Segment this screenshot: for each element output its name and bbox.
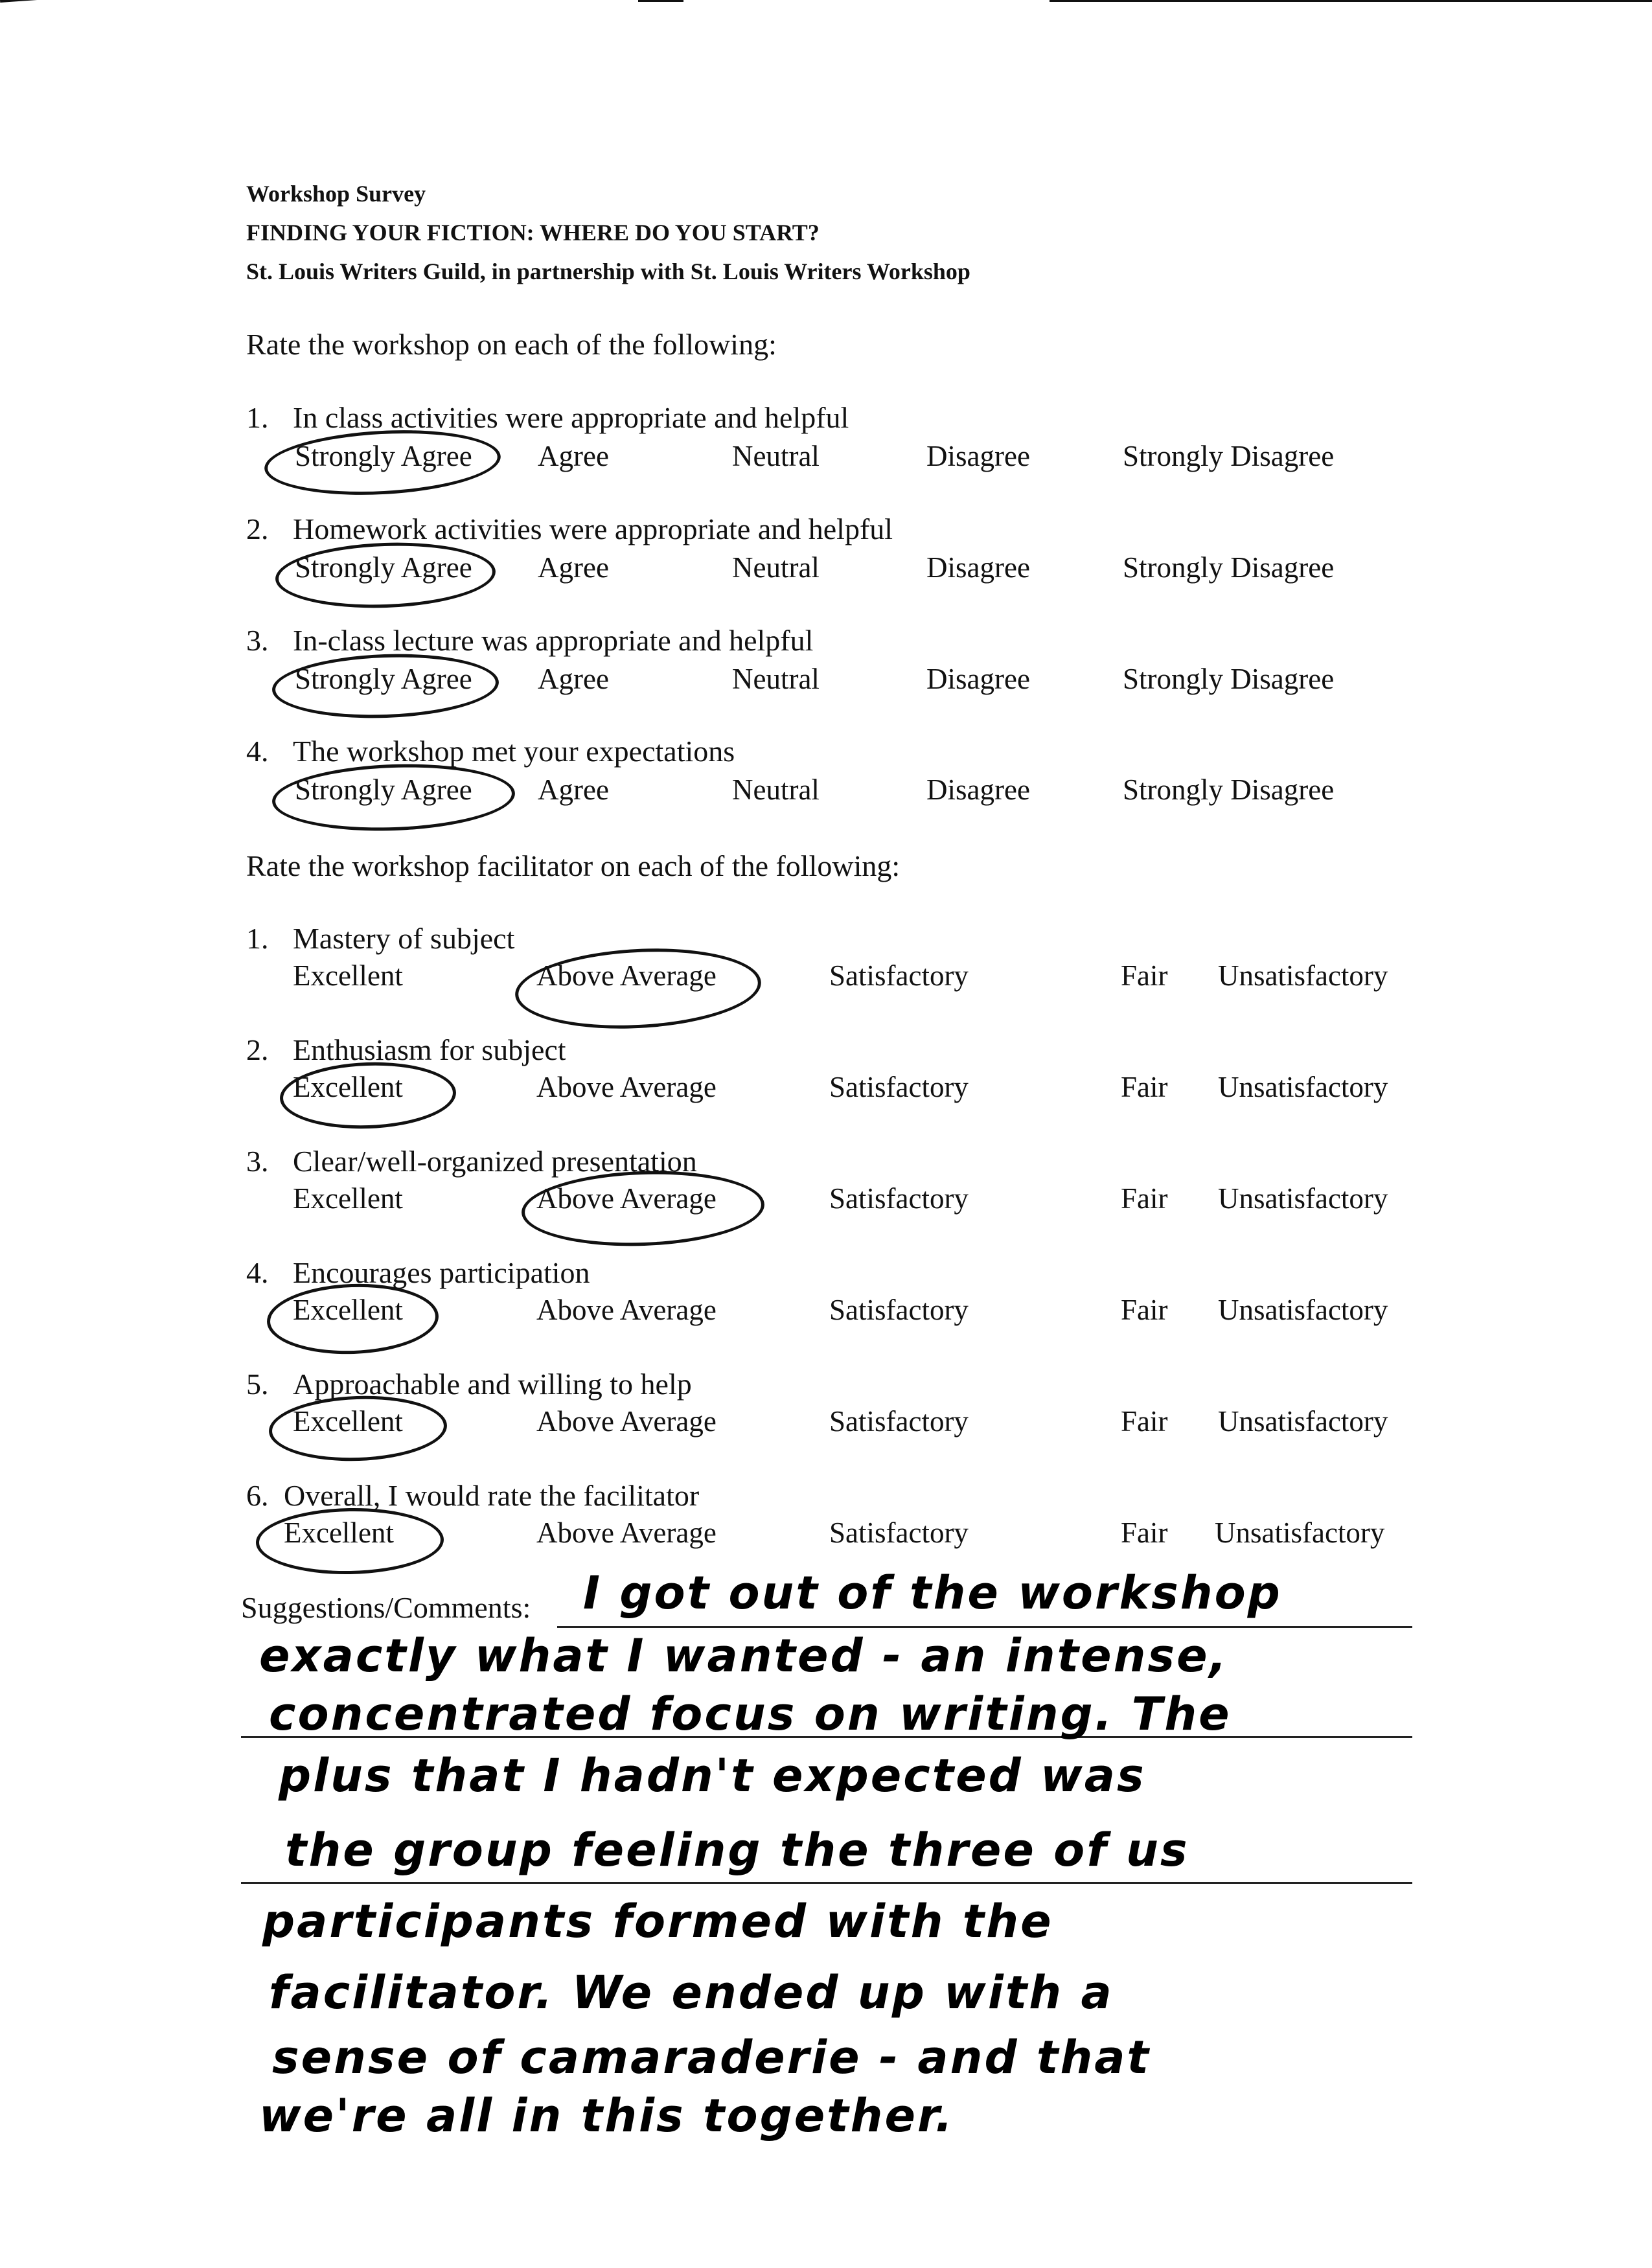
workshop-q4-text: The workshop met your expectations [293,735,735,768]
comment-handwriting-line-9: we're all in this together. [259,2089,955,2142]
facilitator-q3-option-unsatisfactory[interactable]: Unsatisfactory [1218,1182,1388,1215]
workshop-q3-option-strongly-agree[interactable]: Strongly Agree [295,663,472,695]
facilitator-q2-option-satisfactory[interactable]: Satisfactory [829,1071,969,1103]
comment-handwriting-line-8: sense of camaraderie - and that [272,2031,1151,2084]
facilitator-q2-option-unsatisfactory[interactable]: Unsatisfactory [1218,1071,1388,1103]
facilitator-q6-option-fair[interactable]: Fair [1121,1517,1168,1549]
workshop-q4-option-strongly-agree[interactable]: Strongly Agree [295,773,472,806]
comment-handwriting-line-4: plus that I hadn't expected was [279,1749,1146,1802]
workshop-q1-option-strongly-disagree[interactable]: Strongly Disagree [1123,440,1335,472]
facilitator-q1-option-unsatisfactory[interactable]: Unsatisfactory [1218,959,1388,992]
workshop-q3-text: In-class lecture was appropriate and helpful [293,624,814,657]
scan-top-dash [638,0,683,2]
facilitator-q2-number: 2. [246,1033,269,1066]
facilitator-q5-option-above-average[interactable]: Above Average [536,1405,717,1438]
workshop-q2-number: 2. [246,512,269,545]
workshop-q1-option-disagree[interactable]: Disagree [926,440,1030,472]
workshop-q4-option-strongly-disagree[interactable]: Strongly Disagree [1123,773,1335,806]
comments-label: Suggestions/Comments: [241,1591,531,1624]
comment-handwriting-line-2: exactly what I wanted - an intense, [259,1629,1229,1682]
facilitator-q2-text: Enthusiasm for subject [293,1033,566,1066]
facilitator-q6-option-unsatisfactory[interactable]: Unsatisfactory [1215,1517,1385,1549]
scan-top-line [1050,0,1652,2]
workshop-q1-text: In class activities were appropriate and helpful [293,401,849,434]
comment-handwriting-line-1: I got out of the workshop [583,1566,1282,1620]
workshop-q4-option-agree[interactable]: Agree [538,773,609,806]
organizer-line: St. Louis Writers Guild, in partnership with St. Louis Writers Workshop [246,258,970,284]
workshop-q1-option-strongly-agree[interactable]: Strongly Agree [295,440,472,472]
facilitator-q4-text: Encourages participation [293,1256,590,1289]
workshop-q1-number: 1. [246,401,269,434]
facilitator-q1-option-above-average[interactable]: Above Average [536,959,717,992]
workshop-q3-number: 3. [246,624,269,657]
workshop-q3-option-disagree[interactable]: Disagree [926,663,1030,695]
workshop-title: FINDING YOUR FICTION: WHERE DO YOU START? [246,220,820,246]
comment-handwriting-line-6: participants formed with the [262,1895,1053,1948]
facilitator-q3-option-excellent[interactable]: Excellent [293,1182,403,1215]
workshop-q1-option-neutral[interactable]: Neutral [732,440,820,472]
facilitator-q2-option-above-average[interactable]: Above Average [536,1071,717,1103]
facilitator-q4-option-satisfactory[interactable]: Satisfactory [829,1294,969,1326]
facilitator-q3-number: 3. [246,1145,269,1178]
facilitator-q6-number: 6. [246,1479,269,1512]
facilitator-q2-option-excellent[interactable]: Excellent [293,1071,403,1103]
facilitator-q3-option-satisfactory[interactable]: Satisfactory [829,1182,969,1215]
facilitator-q3-option-above-average[interactable]: Above Average [536,1182,717,1215]
facilitator-q4-option-fair[interactable]: Fair [1121,1294,1168,1326]
comment-handwriting-line-7: facilitator. We ended up with a [269,1966,1114,2019]
facilitator-q3-text: Clear/well-organized presentation [293,1145,697,1178]
facilitator-q4-option-above-average[interactable]: Above Average [536,1294,717,1326]
scan-corner-mark [0,0,65,3]
workshop-q2-option-strongly-disagree[interactable]: Strongly Disagree [1123,551,1335,584]
workshop-q4-option-neutral[interactable]: Neutral [732,773,820,806]
workshop-q2-option-agree[interactable]: Agree [538,551,609,584]
facilitator-q5-text: Approachable and willing to help [293,1368,692,1401]
facilitator-q6-text: Overall, I would rate the facilitator [284,1479,700,1512]
comment-handwriting-line-3: concentrated focus on writing. The [269,1688,1232,1741]
workshop-q3-option-agree[interactable]: Agree [538,663,609,695]
facilitator-q5-option-fair[interactable]: Fair [1121,1405,1168,1438]
workshop-q4-option-disagree[interactable]: Disagree [926,773,1030,806]
workshop-q4-number: 4. [246,735,269,768]
facilitator-q1-number: 1. [246,922,269,955]
workshop-q3-option-neutral[interactable]: Neutral [732,663,820,695]
facilitator-q4-option-excellent[interactable]: Excellent [293,1294,403,1326]
facilitator-q4-option-unsatisfactory[interactable]: Unsatisfactory [1218,1294,1388,1326]
facilitator-q5-option-unsatisfactory[interactable]: Unsatisfactory [1218,1405,1388,1438]
facilitator-q3-option-fair[interactable]: Fair [1121,1182,1168,1215]
facilitator-q1-option-fair[interactable]: Fair [1121,959,1168,992]
workshop-q2-option-strongly-agree[interactable]: Strongly Agree [295,551,472,584]
workshop-q1-option-agree[interactable]: Agree [538,440,609,472]
facilitator-q5-option-excellent[interactable]: Excellent [293,1405,403,1438]
comment-handwriting-line-5: the group feeling the three of us [285,1824,1189,1877]
facilitator-section-intro: Rate the workshop facilitator on each of the following: [246,849,901,882]
workshop-q2-text: Homework activities were appropriate and helpful [293,512,893,545]
facilitator-q5-number: 5. [246,1368,269,1401]
workshop-q2-option-neutral[interactable]: Neutral [732,551,820,584]
facilitator-q6-option-satisfactory[interactable]: Satisfactory [829,1517,969,1549]
facilitator-q1-text: Mastery of subject [293,922,515,955]
facilitator-q1-option-satisfactory[interactable]: Satisfactory [829,959,969,992]
facilitator-q5-option-satisfactory[interactable]: Satisfactory [829,1405,969,1438]
facilitator-q6-option-excellent[interactable]: Excellent [284,1517,394,1549]
workshop-q3-option-strongly-disagree[interactable]: Strongly Disagree [1123,663,1335,695]
facilitator-q4-number: 4. [246,1256,269,1289]
survey-label: Workshop Survey [246,181,426,207]
comment-line-3 [241,1882,1412,1884]
comment-line-1 [557,1626,1412,1628]
facilitator-q2-option-fair[interactable]: Fair [1121,1071,1168,1103]
workshop-section-intro: Rate the workshop on each of the following: [246,328,777,361]
facilitator-q1-option-excellent[interactable]: Excellent [293,959,403,992]
workshop-q2-option-disagree[interactable]: Disagree [926,551,1030,584]
facilitator-q6-option-above-average[interactable]: Above Average [536,1517,717,1549]
